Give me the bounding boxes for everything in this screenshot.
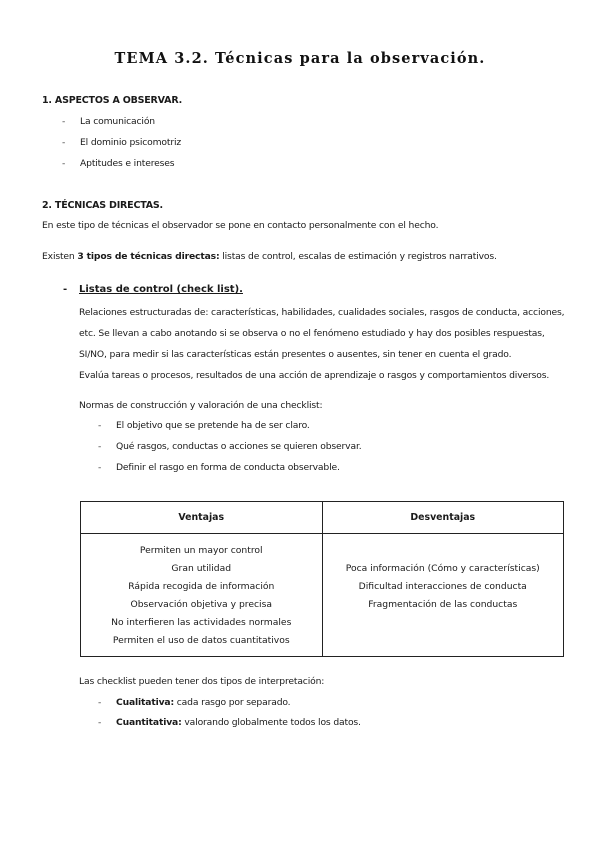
interp-text: valorando globalmente todos los datos. (181, 717, 361, 728)
list-item: El dominio psicomotriz (80, 137, 182, 148)
list-bullet: - (98, 717, 102, 728)
list-bullet: - (62, 116, 66, 127)
interp-intro: Las checklist pueden tener dos tipos de interpretación: (79, 676, 325, 687)
desventaja-item: Poca información (Cómo y características) (345, 563, 540, 574)
section-2-intro: En este tipo de técnicas el observador se pone en contacto personalmente con el hecho. (42, 220, 439, 231)
interp-item (116, 697, 290, 708)
ventaja-item: Permiten un mayor control (139, 545, 263, 556)
types-rest: listas de control, escalas de estimación y registros narrativos. (219, 251, 497, 262)
types-sentence (42, 251, 497, 262)
section-2-heading: 2. TÉCNICAS DIRECTAS. (42, 200, 163, 211)
desventaja-item: Dificultad interacciones de conducta (358, 581, 527, 592)
types-bold: 3 tipos de técnicas directas: (77, 251, 220, 262)
interp-label: Cualitativa: (116, 697, 174, 708)
ventaja-item: No interfieren las actividades normales (111, 617, 292, 628)
checklist-para-line: SI/NO, para medir si las características están presentes o ausentes, sin tener en cuenta el grado. (79, 349, 512, 360)
section-1-heading: 1. ASPECTOS A OBSERVAR. (42, 95, 183, 106)
desventajas-cell (322, 534, 564, 657)
list-bullet: - (62, 137, 66, 148)
page-title: TEMA 3.2. Técnicas para la observación. (114, 50, 486, 67)
ventaja-item: Gran utilidad (171, 563, 232, 574)
header-ventajas: Ventajas (81, 502, 323, 534)
norms-intro: Normas de construcción y valoración de una checklist: (79, 400, 323, 411)
ventaja-item: Observación objetiva y precisa (130, 599, 273, 610)
norm-item: Qué rasgos, conductas o acciones se quieren observar. (116, 441, 362, 452)
checklist-para-line: Relaciones estructuradas de: características, habilidades, cualidades sociales, rasgos de conducta, acciones, (79, 307, 565, 318)
ventaja-item: Rápida recogida de información (128, 581, 275, 592)
checklist-bullet: - (63, 284, 68, 295)
checklist-para-line: Evalúa tareas o procesos, resultados de una acción de aprendizaje o rasgos y comportamientos diversos. (79, 370, 550, 381)
list-bullet: - (98, 441, 102, 452)
list-bullet: - (98, 420, 102, 431)
table-header-row (81, 502, 564, 534)
header-desventajas: Desventajas (322, 502, 564, 534)
list-bullet: - (98, 462, 102, 473)
list-item: La comunicación (80, 116, 155, 127)
checklist-para-line: etc. Se llevan a cabo anotando si se observa o no el fenómeno estudiado y hay dos posibles respuestas, (79, 328, 545, 339)
ventaja-item: Permiten el uso de datos cuantitativos (112, 635, 290, 646)
list-item: Aptitudes e intereses (80, 158, 175, 169)
norm-item: El objetivo que se pretende ha de ser claro. (116, 420, 310, 431)
desventaja-item: Fragmentación de las conductas (368, 599, 518, 610)
ventajas-cell (81, 534, 323, 657)
interp-text: cada rasgo por separado. (173, 697, 291, 708)
norm-item: Definir el rasgo en forma de conducta observable. (116, 462, 340, 473)
list-bullet: - (98, 697, 102, 708)
advantages-table (80, 501, 564, 657)
table-row (81, 534, 564, 657)
types-prefix: Existen (42, 251, 78, 262)
interp-item (116, 717, 361, 728)
list-bullet: - (62, 158, 66, 169)
interp-label: Cuantitativa: (116, 717, 182, 728)
checklist-heading: Listas de control (check list). (79, 284, 243, 295)
